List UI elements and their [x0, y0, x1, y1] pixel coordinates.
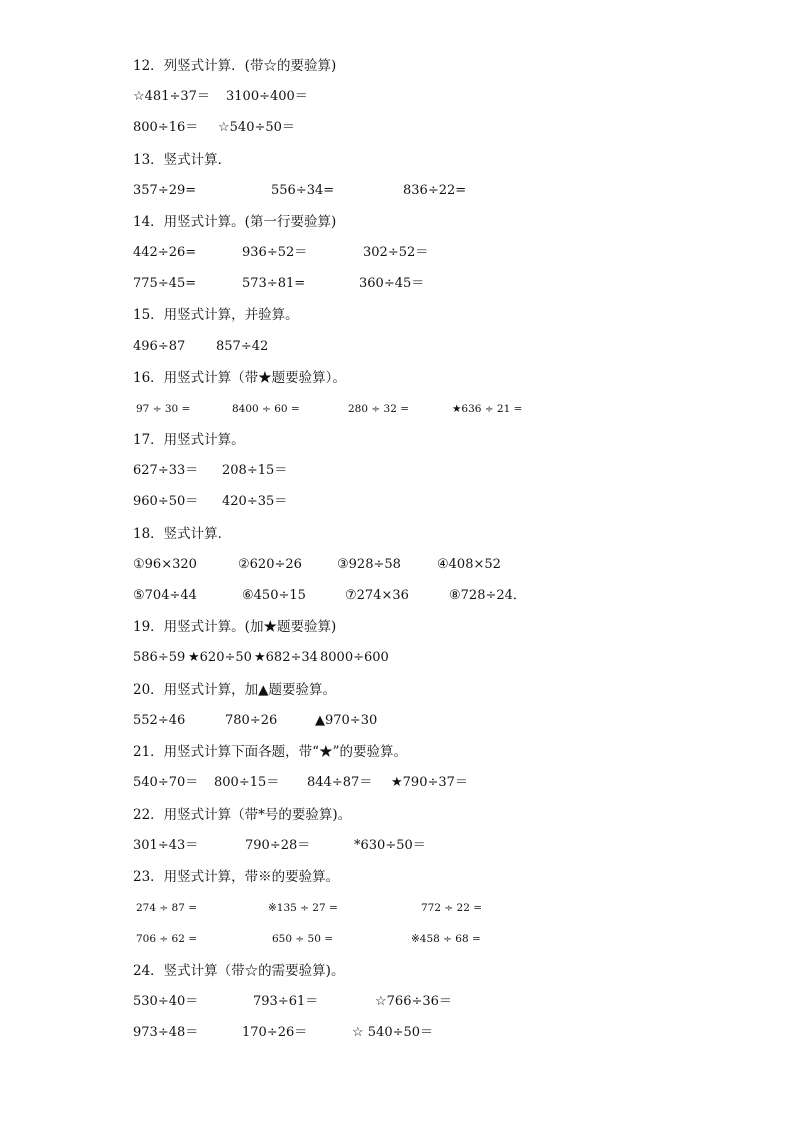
- expression: ⑦274×36: [345, 588, 409, 603]
- heading-text: 15．用竖式计算，并验算。: [133, 307, 299, 323]
- question-heading: [0, 56, 794, 76]
- expression: ※458 ÷ 68 =: [411, 933, 481, 945]
- question-heading: [0, 961, 794, 981]
- expression: 793÷61＝: [253, 994, 319, 1009]
- expression: ⑥450÷15: [242, 588, 306, 603]
- expression: ③928÷58: [337, 557, 401, 572]
- expression: 420÷35＝: [222, 494, 288, 509]
- expression-row: [0, 555, 794, 575]
- question-heading: [0, 680, 794, 700]
- expression: ⑧728÷24．: [449, 588, 526, 603]
- expression-row: [0, 711, 794, 731]
- question-heading: [0, 305, 794, 325]
- expression: ☆481÷37＝: [133, 89, 210, 104]
- expression: 844÷87＝: [307, 775, 373, 790]
- expression-row: [0, 399, 794, 419]
- expression: 360÷45＝: [359, 276, 425, 291]
- question-heading: [0, 368, 794, 388]
- expression: ④408×52: [437, 557, 501, 572]
- expression: ☆ 540÷50＝: [352, 1025, 434, 1040]
- expression: 8400 ÷ 60 =: [232, 403, 300, 415]
- heading-text: 18．竖式计算．: [133, 526, 232, 542]
- expression-row: [0, 274, 794, 294]
- heading-text: 21．用竖式计算下面各题，带“★”的要验算。: [133, 744, 407, 760]
- question-heading: [0, 617, 794, 637]
- expression-row: [0, 461, 794, 481]
- expression: ※135 ÷ 27 =: [268, 902, 338, 914]
- question-heading: [0, 150, 794, 170]
- expression: 540÷70＝: [133, 775, 199, 790]
- expression-row: [0, 929, 794, 949]
- expression: ★636 ÷ 21 =: [452, 403, 523, 415]
- question-heading: [0, 430, 794, 450]
- question-heading: [0, 742, 794, 762]
- expression: 857÷42: [216, 339, 269, 354]
- heading-text: 14．用竖式计算。(第一行要验算): [133, 214, 337, 230]
- question-heading: [0, 524, 794, 544]
- expression: ★790÷37＝: [391, 775, 468, 790]
- expression-row: [0, 337, 794, 357]
- expression: 530÷40＝: [133, 994, 199, 1009]
- expression-row: [0, 181, 794, 201]
- expression: 586÷59: [133, 650, 186, 665]
- heading-text: 17．用竖式计算。: [133, 432, 245, 448]
- expression-row: [0, 118, 794, 138]
- expression: 280 ÷ 32 =: [348, 403, 410, 415]
- expression: 3100÷400＝: [226, 89, 308, 104]
- expression: 960÷50＝: [133, 494, 199, 509]
- expression: ★682÷34: [254, 650, 318, 665]
- expression: ▲970÷30: [315, 713, 378, 728]
- expression: 208÷15＝: [222, 463, 288, 478]
- expression-row: [0, 836, 794, 856]
- expression: 274 ÷ 87 =: [136, 902, 198, 914]
- expression: ★620÷50: [188, 650, 252, 665]
- expression: 936÷52＝: [242, 245, 308, 260]
- heading-text: 24．竖式计算（带☆的需要验算)。: [133, 963, 345, 979]
- expression-row: [0, 648, 794, 668]
- expression: 790÷28＝: [245, 838, 311, 853]
- expression: 573÷81=: [242, 276, 306, 291]
- expression: ⑤704÷44: [133, 588, 197, 603]
- heading-text: 20．用竖式计算，加▲题要验算。: [133, 682, 337, 698]
- expression: 552÷46: [133, 713, 186, 728]
- expression: 627÷33＝: [133, 463, 199, 478]
- expression-row: [0, 773, 794, 793]
- expression: 442÷26=: [133, 245, 197, 260]
- expression: 650 ÷ 50 =: [272, 933, 334, 945]
- expression: 357÷29=: [133, 183, 197, 198]
- heading-text: 13．竖式计算．: [133, 152, 232, 168]
- expression-row: [0, 492, 794, 512]
- expression: 800÷15＝: [214, 775, 280, 790]
- heading-text: 12．列竖式计算．(带☆的要验算): [133, 58, 337, 74]
- expression: ②620÷26: [238, 557, 302, 572]
- expression: ☆540÷50＝: [218, 120, 295, 135]
- heading-text: 19．用竖式计算。(加★题要验算): [133, 619, 337, 635]
- expression: 302÷52＝: [363, 245, 429, 260]
- expression: 706 ÷ 62 =: [136, 933, 198, 945]
- question-heading: [0, 867, 794, 887]
- expression: 97 ÷ 30 =: [136, 403, 191, 415]
- expression: ①96×320: [133, 557, 197, 572]
- expression: 556÷34=: [271, 183, 335, 198]
- expression: 301÷43＝: [133, 838, 199, 853]
- expression-row: [0, 992, 794, 1012]
- expression: 772 ÷ 22 =: [421, 902, 483, 914]
- heading-text: 22．用竖式计算（带*号的要验算)。: [133, 807, 352, 823]
- expression-row: [0, 87, 794, 107]
- expression: 973÷48＝: [133, 1025, 199, 1040]
- expression-row: [0, 898, 794, 918]
- expression: 780÷26: [225, 713, 278, 728]
- heading-text: 16．用竖式计算（带★题要验算）。: [133, 370, 346, 386]
- expression: 800÷16＝: [133, 120, 199, 135]
- expression-row: [0, 1023, 794, 1043]
- heading-text: 23．用竖式计算，带※的要验算。: [133, 869, 340, 885]
- expression: 775÷45=: [133, 276, 197, 291]
- expression: 8000÷600: [320, 650, 389, 665]
- question-heading: [0, 212, 794, 232]
- expression-row: [0, 243, 794, 263]
- expression: 496÷87: [133, 339, 186, 354]
- expression-row: [0, 586, 794, 606]
- expression: 836÷22=: [403, 183, 467, 198]
- question-heading: [0, 805, 794, 825]
- expression: ☆766÷36＝: [375, 994, 452, 1009]
- expression: 170÷26＝: [242, 1025, 308, 1040]
- expression: *630÷50＝: [354, 838, 426, 853]
